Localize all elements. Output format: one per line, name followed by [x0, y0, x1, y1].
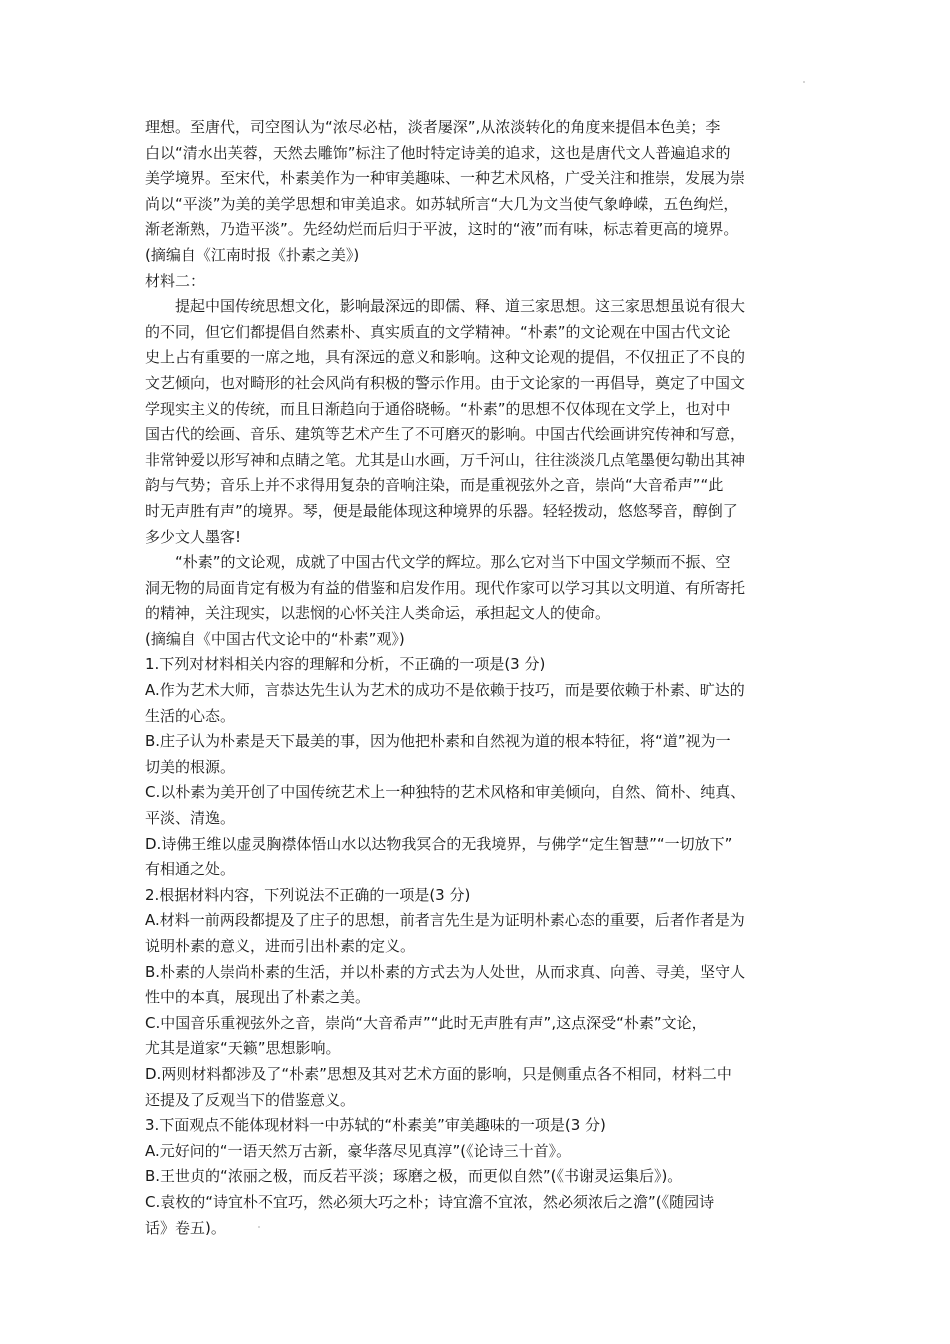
text-line: B.朴素的人崇尚朴素的生活，并以朴素的方式去为人处世，从而求真、向善、寻美，坚守人 [145, 962, 746, 981]
text-line: 洞无物的局面肯定有极为有益的借鉴和启发作用。现代作家可以学习其以文明道、有所寄托 [145, 578, 746, 597]
text-line: C.袁枚的“诗宜朴不宜巧，然必须大巧之朴；诗宜澹不宜浓，然必须浓后之澹”(《随园诗 [145, 1192, 715, 1211]
text-line: 性中的本真，展现出了朴素之美。 [145, 988, 371, 1007]
text-line: 多少文人墨客! [145, 527, 242, 546]
text-line: 2.根据材料内容，下列说法不正确的一项是(3 分) [145, 885, 471, 904]
text-line: C.中国音乐重视弦外之音，崇尚“大音希声”“此时无声胜有声”,这点深受“朴素”文论， [145, 1013, 707, 1032]
text-line: 还提及了反观当下的借鉴意义。 [145, 1090, 356, 1109]
text-line: 材料二： [145, 271, 206, 290]
text-line: 渐老渐熟，乃造平淡”。先经幼烂而后归于平波，这时的“液”而有味，标志着更高的境界。 [145, 220, 739, 239]
text-line: 时无声胜有声”的境界。琴，便是最能体现这种境界的乐器。轻轻拨动，悠悠琴音，醇倒了 [145, 501, 738, 520]
text-line: 学现实主义的传统，而且日渐趋向于通俗晓畅。“朴素”的思想不仅体现在文学上，也对中 [145, 399, 731, 418]
text-line: 史上占有重要的一席之地，具有深远的意义和影响。这种文论观的提倡，不仅扭正了不良的 [145, 348, 746, 367]
text-line: 尤其是道家“天籁”思想影响。 [145, 1039, 341, 1058]
text-line: 的不同，但它们都提倡自然素朴、真实质直的文学精神。“朴素”的文论观在中国古代文论 [145, 322, 731, 341]
document-page [145, 115, 810, 1241]
text-line: 非常钟爱以形写神和点睛之笔。尤其是山水画，万千河山，往往淡淡几点笔墨便勾勒出其神 [145, 450, 746, 469]
text-line: 说明朴素的意义，进而引出朴素的定义。 [145, 937, 416, 955]
text-line: 生活的心态。 [145, 706, 236, 725]
text-line: 韵与气势；音乐上并不求得用复杂的音响注染，而是重视弦外之音，崇尚“大音希声”“此 [145, 476, 724, 495]
text-line: A.作为艺术大师，言恭达先生认为艺术的成功不是依赖于技巧，而是要依赖于朴素、旷达的 [145, 681, 745, 700]
text-line: 美学境界。至宋代，朴素美作为一种审美趣味、一种艺术风格，广受关注和推崇，发展为崇 [145, 169, 746, 188]
text-line: D.诗佛王维以虚灵胸襟体悟山水以达物我冥合的无我境界，与佛学“定生智慧”“一切放下” [145, 834, 733, 853]
text-line: B.王世贞的“浓丽之极，而反若平淡；琢磨之极，而更似自然”(《书谢灵运集后》)。 [145, 1167, 683, 1186]
scan-speck-top [803, 81, 805, 83]
text-line: (摘编自《江南时报《扑素之美》) [145, 245, 360, 264]
text-line: 有相通之处。 [145, 860, 236, 879]
text-line: 文艺倾向，也对畸形的社会风尚有积极的警示作用。由于文论家的一再倡导，奠定了中国文 [145, 373, 746, 392]
text-line: B.庄子认为朴素是天下最美的事，因为他把朴素和自然视为道的根本特征，将“道”视为一 [145, 732, 731, 751]
text-line: (摘编自《中国古代文论中的“朴素”观》) [145, 629, 405, 648]
text-line: 理想。至唐代，司空图认为“浓尽必枯，淡者屡深”,从浓淡转化的角度来提倡本色美；李 [145, 118, 721, 136]
text-line: 话》卷五)。 [145, 1218, 226, 1237]
text-line: A.材料一前两段都提及了庄子的思想，前者言先生是为证明朴素心态的重要，后者作者是为 [145, 911, 745, 930]
text-line: 的精神，关注现实，以悲悯的心怀关注人类命运，承担起文人的使命。 [145, 604, 611, 623]
text-line: D.两则材料都涉及了“朴素”思想及其对艺术方面的影响，只是侧重点各不相同，材料二中 [145, 1064, 732, 1083]
text-line: 白以“清水出芙蓉，天然去雕饰”标注了他时特定诗美的追求，这也是唐代文人普遍追求的 [145, 143, 731, 162]
text-line: C.以朴素为美开创了中国传统艺术上一种独特的艺术风格和审美倾向，自然、简朴、纯真、 [145, 783, 746, 802]
text-line: 尚以“平淡”为美的美学思想和审美追求。如苏轼所言“大几为文当使气象峥嵘，五色绚烂， [145, 194, 739, 213]
text-line: 平淡、清逸。 [145, 809, 236, 828]
text-line: 提起中国传统思想文化，影响最深远的即儒、释、道三家思想。这三家思想虽说有很大 [175, 297, 746, 316]
text-line: 切美的根源。 [145, 757, 236, 776]
text-line: 3.下面观点不能体现材料一中苏轼的“朴素美”审美趣味的一项是(3 分) [145, 1116, 606, 1135]
text-line: “朴素”的文论观，成就了中国古代文学的辉垃。那么它对当下中国文学频而不振、空 [175, 553, 731, 572]
text-line: 1.下列对材料相关内容的理解和分析，不正确的一项是(3 分) [145, 655, 546, 674]
text-line: 国古代的绘画、音乐、建筑等艺术产生了不可磨灭的影响。中国古代绘画讲究传神和写意， [145, 425, 746, 444]
text-line: A.元好问的“一语天然万古新，豪华落尽见真淳”(《论诗三十首》。 [145, 1141, 572, 1160]
